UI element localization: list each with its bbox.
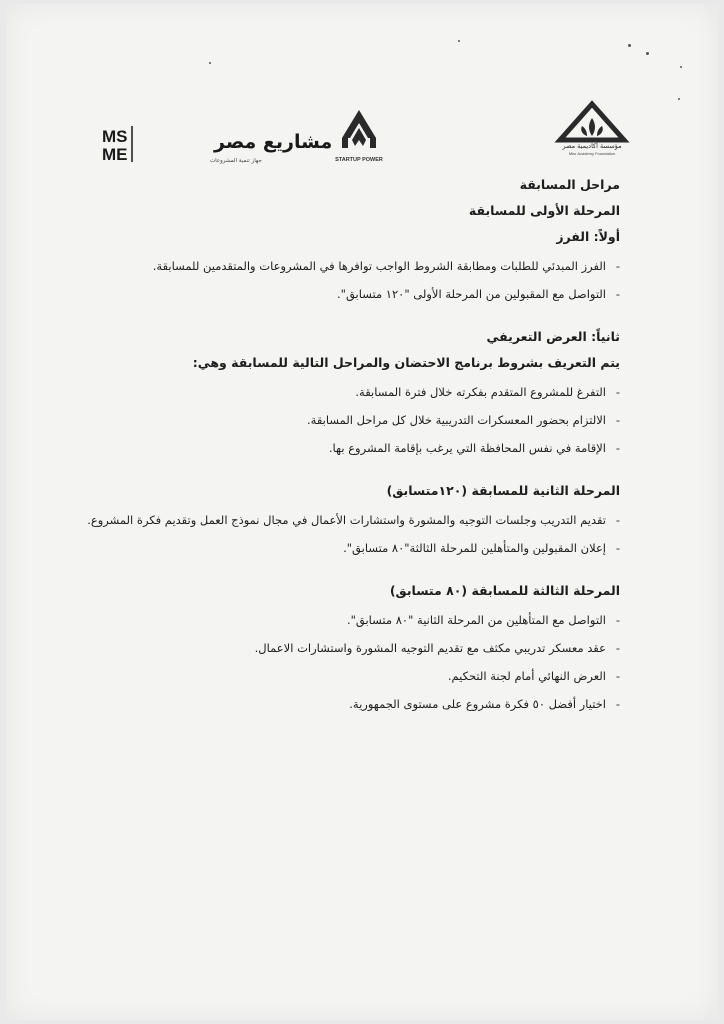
list-item: - التواصل مع المتأهلين من المرحلة الثانية "٨٠ متسابق". xyxy=(60,606,620,634)
scan-speck xyxy=(209,62,211,64)
scan-speck xyxy=(458,40,460,42)
list-item: - العرض النهائي أمام لجنة التحكيم. xyxy=(60,662,620,690)
misr-academy-foundation-logo xyxy=(554,100,628,156)
msme-logo xyxy=(102,120,333,166)
document-page xyxy=(6,4,718,1020)
scan-speck xyxy=(646,52,649,55)
document-title: مراحل المسابقة xyxy=(519,177,620,192)
list-item: - عقد معسكر تدريبي مكثف مع تقديم التوجيه المشورة واستشارات الاعمال. xyxy=(60,634,620,662)
list-item: - التفرغ للمشروع المتقدم بفكرته خلال فترة المسابقة. xyxy=(60,378,620,406)
startup-power-logo xyxy=(328,104,390,166)
document-body xyxy=(60,172,620,718)
scan-speck xyxy=(680,66,682,68)
svg-text:ME: ME xyxy=(102,145,128,164)
list-item: - تقديم التدريب وجلسات التوجيه والمشورة واستشارات الأعمال في مجال نموذج العمل وتقديم فكرة المشروع. xyxy=(60,506,620,534)
stage3-heading: المرحلة الثالثة للمسابقة (٨٠ متسابق) xyxy=(389,583,620,598)
list-item: - اختيار أفضل ٥٠ فكرة مشروع على مستوى الجمهورية. xyxy=(60,690,620,718)
svg-text:MS: MS xyxy=(102,127,128,146)
part2-heading: ثانياً: العرض التعريفي xyxy=(486,329,620,344)
stage2-heading: المرحلة الثانية للمسابقة (١٢٠متسابق) xyxy=(386,483,620,498)
list-item: - الإقامة في نفس المحافظة التي يرغب بإقامة المشروع بها. xyxy=(60,434,620,462)
list-item: - الالتزام بحضور المعسكرات التدريبية خلال كل مراحل المسابقة. xyxy=(60,406,620,434)
scan-speck xyxy=(678,98,680,100)
part2-list xyxy=(60,378,620,462)
svg-text:STARTUP POWER: STARTUP POWER xyxy=(335,157,383,163)
list-item: - إعلان المقبولين والمتأهلين للمرحلة الثالثة"٨٠ متسابق". xyxy=(60,534,620,562)
stage3-list xyxy=(60,606,620,718)
part1-heading: أولاً: الفرز xyxy=(556,229,620,244)
part2-intro: يتم التعريف بشروط برنامج الاحتضان والمراحل التالية للمسابقة وهي: xyxy=(192,355,620,370)
stage2-list xyxy=(60,506,620,562)
list-item: - الفرز المبدئي للطلبات ومطابقة الشروط الواجب توافرها في المشروعات والمتقدمين للمسابقة. xyxy=(60,252,620,280)
part1-list xyxy=(60,252,620,308)
svg-text:مشاريع مصر: مشاريع مصر xyxy=(214,131,333,153)
scan-speck xyxy=(628,44,631,47)
svg-text:جهاز تنمية المشروعات: جهاز تنمية المشروعات xyxy=(210,158,262,164)
stage1-heading: المرحلة الأولى للمسابقة xyxy=(468,203,620,218)
svg-text:Misr Academy Foundation: Misr Academy Foundation xyxy=(568,151,616,156)
list-item: - التواصل مع المقبولين من المرحلة الأولى "١٢٠ متسابق". xyxy=(60,280,620,308)
svg-text:مؤسسة أكاديمية مصر: مؤسسة أكاديمية مصر xyxy=(562,142,622,150)
